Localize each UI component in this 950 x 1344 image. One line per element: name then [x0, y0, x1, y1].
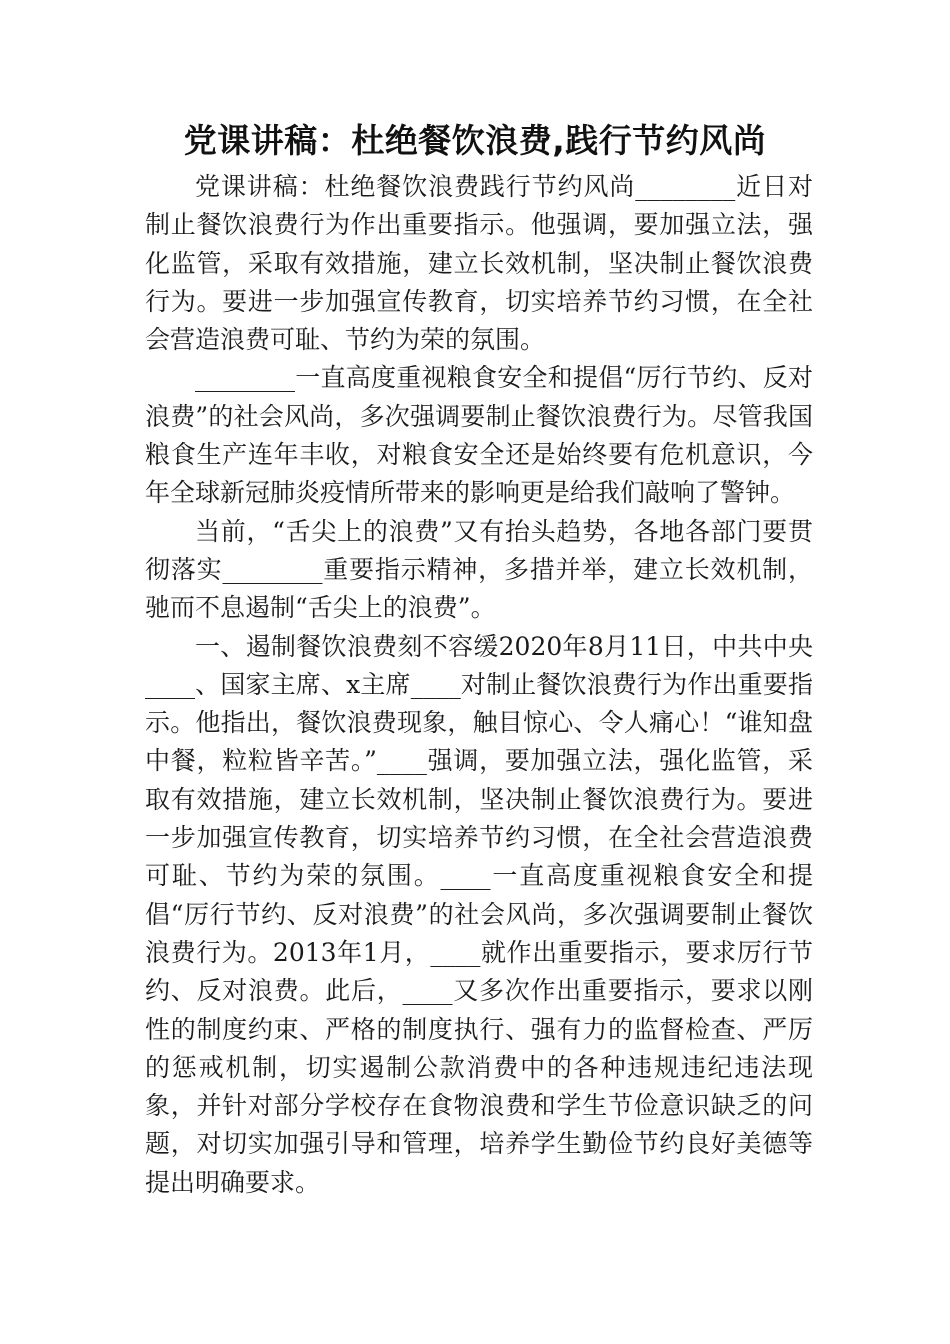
paragraph-3: 当前，“舌尖上的浪费”又有抬头趋势，各地各部门要贯彻落实________重要指示精神，多措并举，建立长效机制，驰而不息遏制“舌尖上的浪费”。 — [145, 516, 813, 623]
paragraph-4: 一、遏制餐饮浪费刻不容缓2020年8月11日，中共中央____、国家主席、x主席____对制止餐饮浪费行为作出重要指示。他指出，餐饮浪费现象，触目惊心、令人痛心！“谁知盘中餐，粒粒皆辛苦。”____强调，要加强立法，强化监管，采取有效措施，建立长效机制，坚决制止餐饮浪费行为。要进一步加强宣传教育，切实培养节约习惯，在全社会营造浪费可耻、节约为荣的氛围。____一直高度重视粮食安全和提倡“厉行节约、反对浪费”的社会风尚，多次强调要制止餐饮浪费行为。2013年1月，____就作出重要指示，要求厉行节约、反对浪费。此后，____又多次作出重要指示，要求以刚性的制度约束、严格的制度执行、强有力的监督检查、严厉的惩戒机制，切实遏制公款消费中的各种违规违纪违法现象，并针对部分学校存在食物浪费和学生节俭意识缺乏的问题，对切实加强引导和管理，培养学生勤俭节约良好美德等提出明确要求。 — [145, 631, 813, 1197]
paragraph-2: ________一直高度重视粮食安全和提倡“厉行节约、反对浪费”的社会风尚，多次强调要制止餐饮浪费行为。尽管我国粮食生产连年丰收，对粮食安全还是始终要有危机意识，今年全球新冠肺炎疫情所带来的影响更是给我们敲响了警钟。 — [145, 363, 813, 508]
paragraph-1: 党课讲稿：杜绝餐饮浪费践行节约风尚________近日对制止餐饮浪费行为作出重要指示。他强调，要加强立法，强化监管，采取有效措施，建立长效机制，坚决制止餐饮浪费行为。要进一步加强宣传教育，切实培养节约习惯，在全社会营造浪费可耻、节约为荣的氛围。 — [145, 172, 813, 355]
document-title: 党课讲稿：杜绝餐饮浪费,践行节约风尚 — [183, 121, 767, 160]
document-body — [145, 168, 813, 1202]
